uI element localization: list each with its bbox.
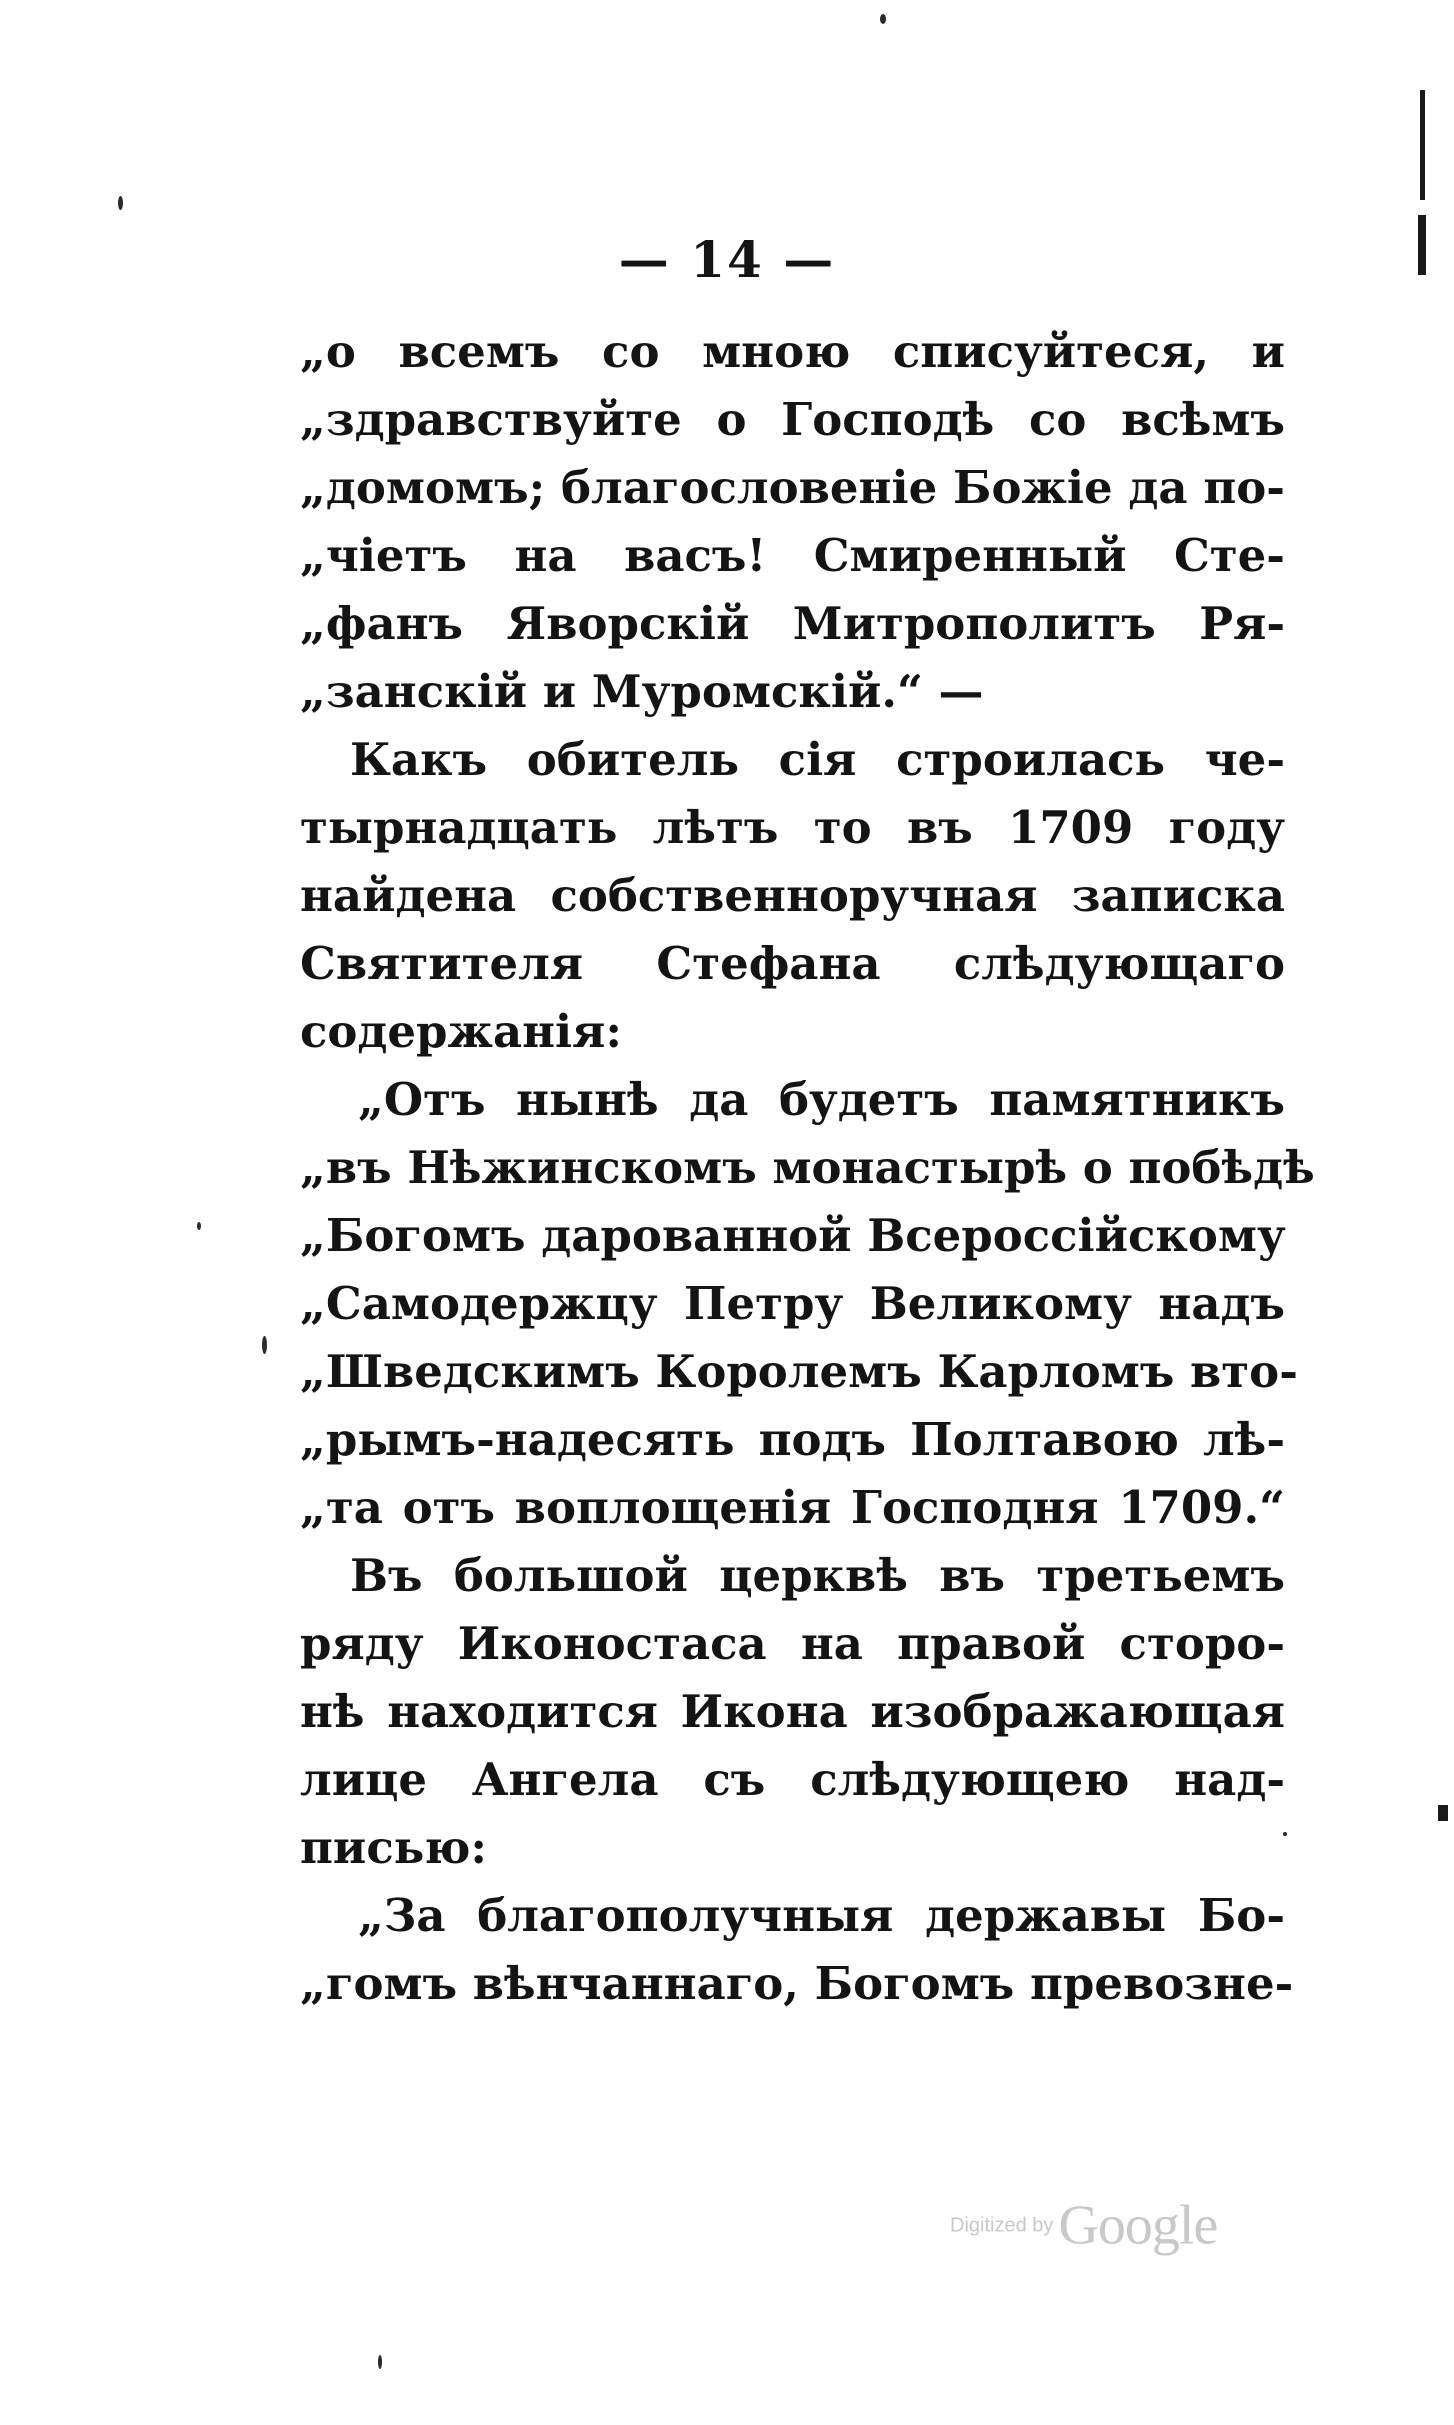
text-line: лице Ангела съ слѣдующею над- xyxy=(300,1753,1285,1806)
scan-speck xyxy=(197,1222,201,1230)
body-text xyxy=(300,318,1315,2018)
digitized-by-google-watermark xyxy=(950,2190,1217,2260)
text-line: „чіетъ на васъ! Смиренный Сте- xyxy=(300,529,1285,582)
scan-speck xyxy=(1283,1832,1287,1836)
page-number: — 14 — xyxy=(618,230,836,289)
text-line: „гомъ вѣнчаннаго, Богомъ превозне- xyxy=(300,1957,1294,2010)
text-line: ряду Иконостаса на правой сторо- xyxy=(300,1617,1285,1670)
scan-speck xyxy=(378,2355,382,2369)
text-line: содержанія: xyxy=(300,1005,622,1058)
text-line: нѣ находится Икона изображающая xyxy=(300,1685,1285,1738)
text-line: „та отъ воплощенія Господня 1709.“ xyxy=(300,1481,1285,1534)
text-line: „о всемъ со мною списуйтеся, и xyxy=(300,325,1285,378)
scan-edge-mark xyxy=(1418,215,1426,275)
text-line: „Самодержцу Петру Великому надъ xyxy=(300,1277,1285,1330)
text-line: „фанъ Яворскій Митрополитъ Ря- xyxy=(300,597,1285,650)
text-line: „въ Нѣжинскомъ монастырѣ о побѣдѣ xyxy=(300,1141,1315,1194)
scan-edge-mark xyxy=(1420,90,1425,200)
text-line: „рымъ-надесять подъ Полтавою лѣ- xyxy=(300,1413,1285,1466)
text-line: „Шведскимъ Королемъ Карломъ вто- xyxy=(300,1345,1298,1398)
scan-edge-mark xyxy=(1438,1805,1448,1821)
paragraph-start-line: „Отъ нынѣ да будетъ памятникъ xyxy=(358,1073,1285,1126)
scan-speck xyxy=(262,1336,267,1354)
watermark-brand: Google xyxy=(1058,2194,1218,2257)
paragraph-start-line: Какъ обитель сія строилась че- xyxy=(350,733,1285,786)
watermark-prefix: Digitized by xyxy=(950,2214,1054,2237)
text-line: „домомъ; благословеніе Божіе да по- xyxy=(300,461,1285,514)
text-line: найдена собственноручная записка xyxy=(300,869,1285,922)
text-line: „Богомъ дарованной Всероссійскому xyxy=(300,1209,1286,1262)
paragraph-start-line: Въ большой церквѣ въ третьемъ xyxy=(350,1549,1285,1602)
scan-speck xyxy=(118,196,123,210)
paragraph-start-line: „За благополучныя державы Бо- xyxy=(358,1889,1285,1942)
text-line: „занскій и Муромскій.“ — xyxy=(300,665,984,718)
scan-speck xyxy=(880,14,886,24)
text-line: Святителя Стефана слѣдующаго xyxy=(300,937,1285,990)
text-line: „здравствуйте о Господѣ со всѣмъ xyxy=(300,393,1285,446)
text-line: тырнадцать лѣтъ то въ 1709 году xyxy=(300,801,1285,854)
text-line: писью: xyxy=(300,1821,488,1874)
